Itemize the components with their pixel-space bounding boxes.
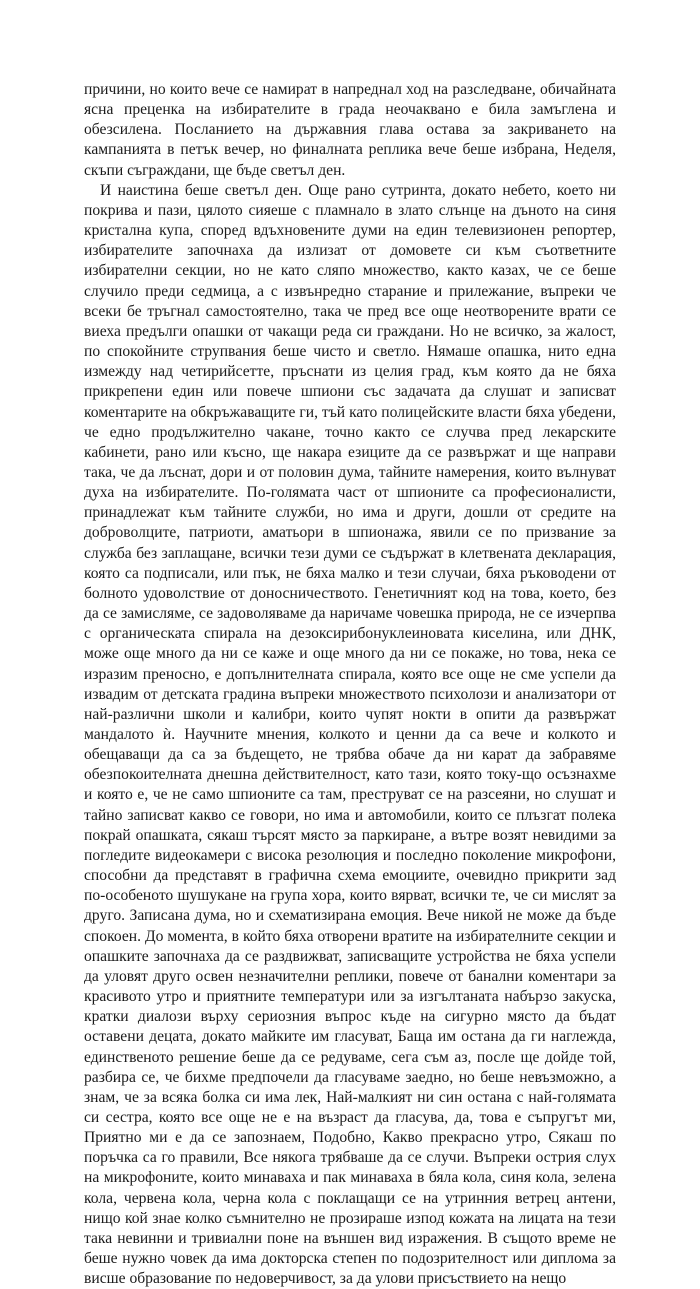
paragraph-2: И наистина беше светъл ден. Още рано сутринта, докато небето, което ни покрива и пази, цялото сияеше с пламнало в злато слънце на дъното на синя кристална купа, според вдъхновените думи на един телевизионен репортер, избирателите започнаха да излизат от домовете си към съответните избирателни секции, но не като сляпо множество, както казах, че се беше случило преди седмица, а с извънредно старание и прилежание, въпреки че всеки бе тръгнал самостоятелно, така че пред все още неотворените врати се виеха предълги опашки от чакащи реда си граждани. Но не всичко, за жалост, по спокойните струпвания беше чисто и светло. Нямаше опашка, нито една измежду над четирийсетте, пръснати из целия град, към която да не бяха прикрепени един или повече шпиони със задачата да слушат и записват коментарите на обкръжаващите ги, тъй като полицейските власти бяха убедени, че едно продължително чакане, точно както се случва пред лекарските кабинети, рано или късно, ще накара езиците да се развържат и ще направи така, че да лъснат, дори и от половин дума, тайните намерения, които вълнуват духа на избирателите. По-голямата част от шпионите са професионалисти, принадлежат към тайните служби, но има и други, дошли от средите на доброволците, патриоти, аматьори в шпионажа, явили се по призвание за служба без заплащане, всички тези думи се съдържат в клетвената декларация, която са подписали, или пък, не бяха малко и тези случаи, бяха ръководени от болното удоволствие от доносничеството. Генетичният код на това, което, без да се замисляме, се задоволяваме да наричаме човешка природа, не се изчерпва с органическата спирала на дезоксирибонуклеиновата киселина, или ДНК, може още много да ни се каже и още много да ни се покаже, но това, нека се изразим преносно, е допълнителната спирала, която все още не сме успели да извадим от детската градина въпреки множеството психолози и анализатори от най-различни школи и калибри, които чупят нокти в опити да развържат мандалото ѝ. Научните мнения, колкото и ценни да са вече и колкото и обещаващи да са за бъдещето, не трябва обаче да ни карат да забравяме обезпокоителната днешна действителност, като тази, която току-що осъзнахме и която е, че не само шпионите са там, преструват се на разсеяни, но слушат и тайно записват какво се говори, но има и автомобили, които се плъзгат полека покрай опашката, сякаш търсят място за паркиране, а вътре возят невидими за погледите видеокамери с висока резолюция и последно поколение микрофони, способни да представят в графична схема емоциите, очевидно прикрити зад по-особеното шушукане на група хора, които вярват, всички те, че си мислят за друго. Записана дума, но и схематизирана емоция. Вече никой не може да бъде спокоен. До момента, в който бяха отворени вратите на избирателните секции и опашките започнаха да се раздвижват, записващите устройства не бяха успели да уловят друго освен незначителни реплики, повече от банални коментари за красивото утро и приятните температури или за изгълтаната набързо закуска, кратки диалози върху сериозния въпрос къде на сигурно място да бъдат оставени децата, докато майките им гласуват, Баща им остана да ги наглежда, единственото решение беше да се редуваме, сега съм аз, после ще дойде той, разбира се, че бихме предпочели да гласуваме заедно, но беше невъзможно, а знам, че за всяка болка си има лек, Най-малкият ни син остана с най-голямата си сестра, която все още не е на възраст да гласува, да, това е съпругът ми, Приятно ми е да се запознаем, Подобно, Какво прекрасно утро, Сякаш по поръчка са го правили, Все някога трябваше да се случи. Въпреки острия слух на микрофоните, които минаваха и пак минаваха в бяла кола, синя кола, зелена кола, червена кола, черна кола с поклащащи се на утринния ветрец антени, нищо кой знае колко съмнително не прозираше изпод кожата на лицата на тези така невинни и тривиални поне на външен вид изражения. В същото време не беше нужно човек да има докторска степен по подозрителност или диплома за висше образование по недоверчивост, за да улови присъствието на нещо <box>84 181 616 1288</box>
paragraph-1: причини, но които вече се намират в напреднал ход на разследване, обичайната ясна преценка на избирателите в града неочаквано е била замъглена и обезсилена. Посланието на държавния глава остава за закриването на кампанията в петък вечер, но финалната реплика вече беше избрана, Неделя, скъпи съграждани, ще бъде светъл ден. <box>84 81 616 179</box>
document-page <box>84 80 616 1289</box>
